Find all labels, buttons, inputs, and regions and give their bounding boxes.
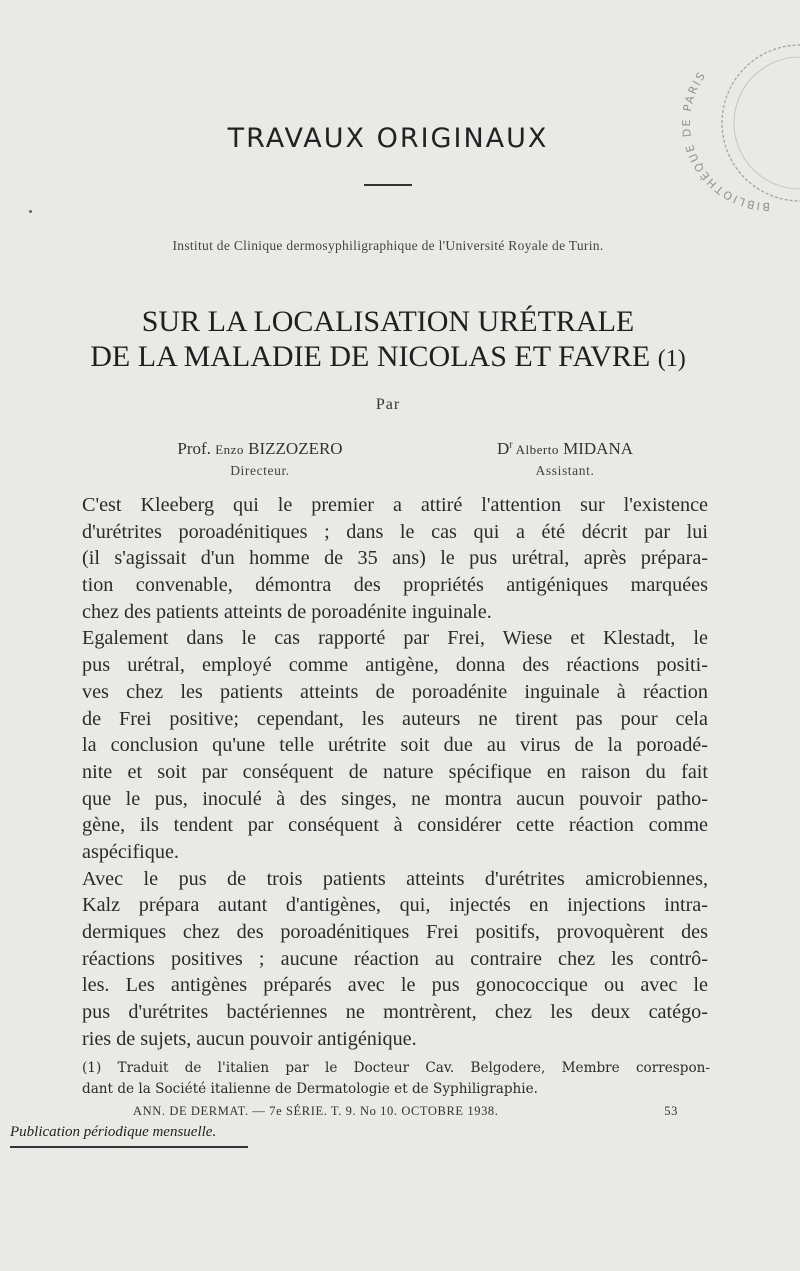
body-line: gène, ils tendent par conséquent à considérer cette réaction comme [82, 814, 708, 837]
author-1-first: Enzo [215, 442, 244, 457]
body-line: réactions positives ; aucune réaction au contraire chez les contrô- [82, 947, 708, 970]
footnote [82, 1058, 710, 1100]
body-line: ves chez les patients atteints de poroadénite inguinale à réaction [82, 680, 708, 703]
body-line: pus urétral, employé comme antigène, donna des réactions positi- [82, 654, 708, 677]
author-1-role: Directeur. [230, 463, 290, 478]
body-line: pus d'urétrites bactériennes ne montrèrent, chez les deux catégo- [82, 1001, 708, 1024]
footnote-line: dant de la Société italienne de Dermatologie et de Syphiligraphie. [82, 1081, 539, 1097]
body-line: les. Les antigènes préparés avec le pus gonococcique ou avec le [82, 974, 708, 997]
body-line: dermiques chez des poroadénitiques Frei positifs, provoquèrent des [82, 921, 708, 943]
author-2-role: Assistant. [535, 463, 595, 478]
author-2-prefix: D [496, 439, 510, 458]
author-1-last: BIZZOZERO [243, 439, 343, 458]
author-2-last: MIDANA [558, 439, 633, 458]
footnote-line: (1) Traduit de l'italien par le Docteur Cav. Belgodere, Membre correspon- [82, 1060, 710, 1076]
svg-text:BIBLIOTHÈQUE DE PARIS [680, 69, 770, 214]
body-line: que le pus, inoculé à des singes, ne montra aucun pouvoir patho- [82, 787, 708, 810]
institute-line: Institut de Clinique dermosyphiligraphique de l'Université Royale de Turin. [172, 238, 604, 253]
body-line: tion convenable, démontra des propriétés antigéniques marquées [82, 574, 708, 597]
author-1-prefix: Prof. [177, 439, 216, 458]
title-divider [364, 184, 412, 186]
article-title-line-2-text: DE LA MALADIE DE NICOLAS ET FAVRE [90, 340, 651, 373]
library-stamp-icon [678, 18, 800, 218]
section-title: TRAVAUX ORIGINAUX [227, 123, 549, 154]
body-line: Avec le pus de trois patients atteints d'urétrites amicrobiennes, [82, 867, 708, 890]
body-text [82, 492, 708, 1052]
page-number: 53 [664, 1104, 678, 1118]
author-1 [115, 439, 405, 479]
body-line: C'est Kleeberg qui le premier a attiré l'attention sur l'existence [82, 494, 708, 516]
body-line: (il s'agissait d'un homme de 35 ans) le pus urétral, après prépara- [82, 547, 708, 570]
byline: Par [375, 396, 401, 413]
body-line: ries de sujets, aucun pouvoir antigénique. [82, 1027, 417, 1050]
author-2-first: Alberto [512, 442, 559, 457]
title-footnote-ref: (1) [657, 346, 686, 372]
author-2-name [440, 439, 690, 459]
body-line: aspécifique. [82, 840, 179, 863]
body-line: d'urétrites poroadénitiques ; dans le cas qui a été décrit par lui [82, 520, 708, 543]
body-line: de Frei positive; cependant, les auteurs ne tirent pas pour cela [82, 707, 708, 730]
body-line: la conclusion qu'une telle urétrite soit due au virus de la poroadé- [82, 734, 708, 757]
article-title-line-1: SUR LA LOCALISATION URÉTRALE [141, 305, 635, 338]
author-1-name [115, 439, 405, 459]
body-line: nite et soit par conséquent de nature spécifique en raison du fait [82, 760, 708, 783]
author-2 [440, 439, 690, 479]
author-2-sup: r [509, 439, 513, 451]
body-line: chez des patients atteints de poroadénite inguinale. [82, 600, 492, 623]
publication-underline [10, 1146, 248, 1148]
body-line: Kalz prépara autant d'antigènes, qui, injectés en injections intra- [82, 894, 708, 917]
article-title-line-2 [0, 340, 776, 374]
running-footer [133, 1104, 678, 1119]
journal-reference: ANN. DE DERMAT. — 7e SÉRIE. T. 9. No 10. OCTOBRE 1938. [133, 1104, 499, 1118]
body-line: Egalement dans le cas rapporté par Frei, Wiese et Klestadt, le [82, 627, 708, 650]
publication-note: Publication périodique mensuelle. [10, 1124, 217, 1140]
ink-speck [29, 210, 32, 213]
stamp-text: BIBLIOTHÈQUE DE PARIS [679, 68, 771, 214]
